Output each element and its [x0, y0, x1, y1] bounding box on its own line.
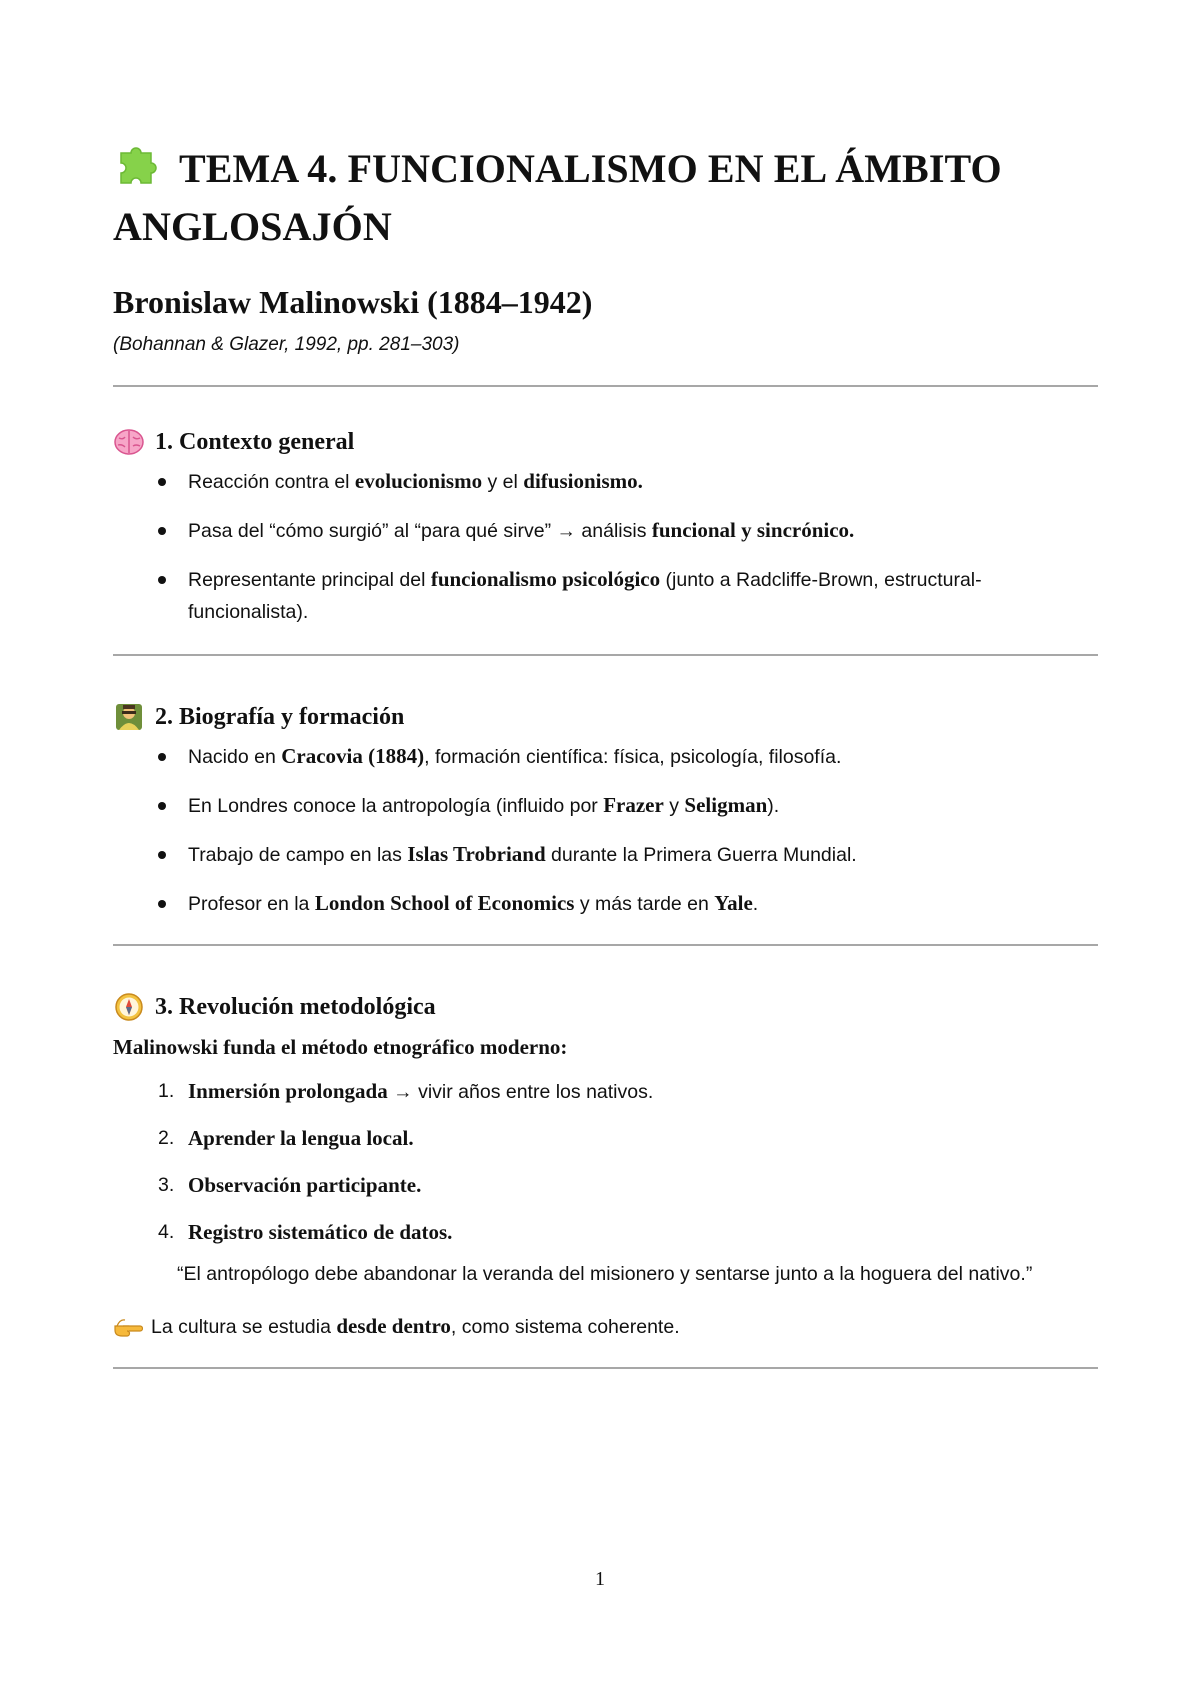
list-item: [113, 514, 1098, 547]
section-heading: [113, 700, 1098, 734]
bullet-dot: [158, 478, 166, 486]
list-item: [113, 563, 1098, 628]
list-item-text: En Londres conoce la antropología (influido por: [188, 795, 604, 817]
list-number: 4.: [158, 1221, 175, 1243]
list-item: [113, 1216, 1098, 1249]
compass-icon: [113, 992, 145, 1022]
list-item: [113, 740, 1098, 773]
page-title: [113, 140, 1098, 256]
section-heading-text: 1. Contexto general: [155, 429, 355, 455]
list-item-text: ).: [767, 795, 780, 817]
list-item-text: → vivir años entre los nativos.: [387, 1081, 654, 1103]
list-item-bold-text: difusionismo.: [523, 469, 643, 493]
divider: [113, 1367, 1098, 1369]
divider: [113, 385, 1098, 387]
bullet-list: [113, 740, 1098, 920]
list-item-bold-text: Frazer: [603, 793, 664, 817]
section-revolucion-metodologica: [113, 990, 1098, 1343]
list-item-text: Reacción contra el: [188, 471, 355, 493]
list-item-text: Pasa del “cómo surgió” al “para qué sirve” → análisis: [188, 520, 652, 542]
divider: [113, 654, 1098, 656]
list-item-bold-text: Observación participante.: [188, 1173, 422, 1197]
list-item-bold-text: Aprender la lengua local.: [188, 1126, 414, 1150]
bullet-dot: [158, 802, 166, 810]
scientist-icon: [113, 702, 145, 732]
section-heading-text: 3. Revolución metodológica: [155, 994, 436, 1020]
list-item: [113, 838, 1098, 871]
section-lead: Malinowski funda el método etnográfico moderno:: [113, 1035, 568, 1059]
section-biografia-formacion: [113, 700, 1098, 920]
page-number: 1: [595, 1568, 605, 1590]
list-item: [113, 887, 1098, 920]
list-item: [113, 789, 1098, 822]
list-item-text: .: [752, 893, 759, 915]
blockquote: “El antropólogo debe abandonar la veranda del misionero y sentarse junto a la hoguera del nativo.”: [177, 1263, 1033, 1285]
list-item-text: , formación científica: física, psicología, filosofía.: [424, 746, 842, 768]
divider: [113, 944, 1098, 946]
bullet-list: [113, 465, 1098, 628]
list-number: 1.: [158, 1080, 175, 1102]
list-item-bold-text: Yale: [714, 891, 753, 915]
bullet-dot: [158, 753, 166, 761]
puzzle-piece-icon: [113, 143, 165, 187]
list-item-bold-text: Registro sistemático de datos.: [188, 1220, 453, 1244]
list-item-bold-text: London School of Economics: [314, 891, 575, 915]
bullet-dot: [158, 527, 166, 535]
section-heading-text: 2. Biografía y formación: [155, 704, 405, 730]
list-item-bold-text: Inmersión prolongada: [188, 1079, 388, 1103]
list-item-bold-text: funcional y sincrónico.: [651, 518, 855, 542]
list-item-text: y el: [482, 471, 524, 493]
list-item-text: y más tarde en: [574, 893, 715, 915]
list-item-text: (junto a Radcliffe-Brown, estructural-funcionalista).: [188, 569, 982, 623]
section-contexto-general: [113, 425, 1098, 628]
list-item-bold-text: Seligman: [684, 793, 768, 817]
pointing-hand-icon: [113, 1314, 143, 1340]
list-item-text: Trabajo de campo en las: [188, 844, 408, 866]
list-item-text: durante la Primera Guerra Mundial.: [545, 844, 857, 866]
brain-icon: [113, 427, 145, 457]
bullet-dot: [158, 900, 166, 908]
section-heading: [113, 990, 1098, 1024]
document-subtitle: Bronislaw Malinowski (1884–1942): [113, 284, 593, 320]
list-item: [113, 465, 1098, 498]
list-item-bold-text: evolucionismo: [354, 469, 483, 493]
list-item-text: Nacido en: [188, 746, 282, 768]
list-item-text: Profesor en la: [188, 893, 315, 915]
bullet-dot: [158, 851, 166, 859]
list-item-bold-text: funcionalismo psicológico: [430, 567, 661, 591]
callout-note: [113, 1310, 1098, 1343]
document-body: [113, 140, 1098, 1369]
list-item-text: y: [663, 795, 685, 817]
list-item-text: Representante principal del: [188, 569, 431, 591]
note-bold-text: desde dentro: [336, 1314, 451, 1338]
list-item: [113, 1075, 1098, 1108]
section-heading: [113, 425, 1098, 459]
list-item-bold-text: Cracovia (1884): [281, 744, 425, 768]
list-item-bold-text: Islas Trobriand: [407, 842, 546, 866]
list-number: 2.: [158, 1127, 175, 1149]
list-item: [113, 1122, 1098, 1155]
note-text: La cultura se estudia: [151, 1316, 337, 1338]
bullet-dot: [158, 576, 166, 584]
numbered-list: [113, 1075, 1098, 1249]
list-number: 3.: [158, 1174, 175, 1196]
note-text: , como sistema coherente.: [450, 1316, 680, 1338]
list-item: [113, 1169, 1098, 1202]
page-title-text: TEMA 4. FUNCIONALISMO EN EL ÁMBITO ANGLOSAJÓN: [113, 146, 1002, 249]
citation: (Bohannan & Glazer, 1992, pp. 281–303): [113, 334, 460, 355]
